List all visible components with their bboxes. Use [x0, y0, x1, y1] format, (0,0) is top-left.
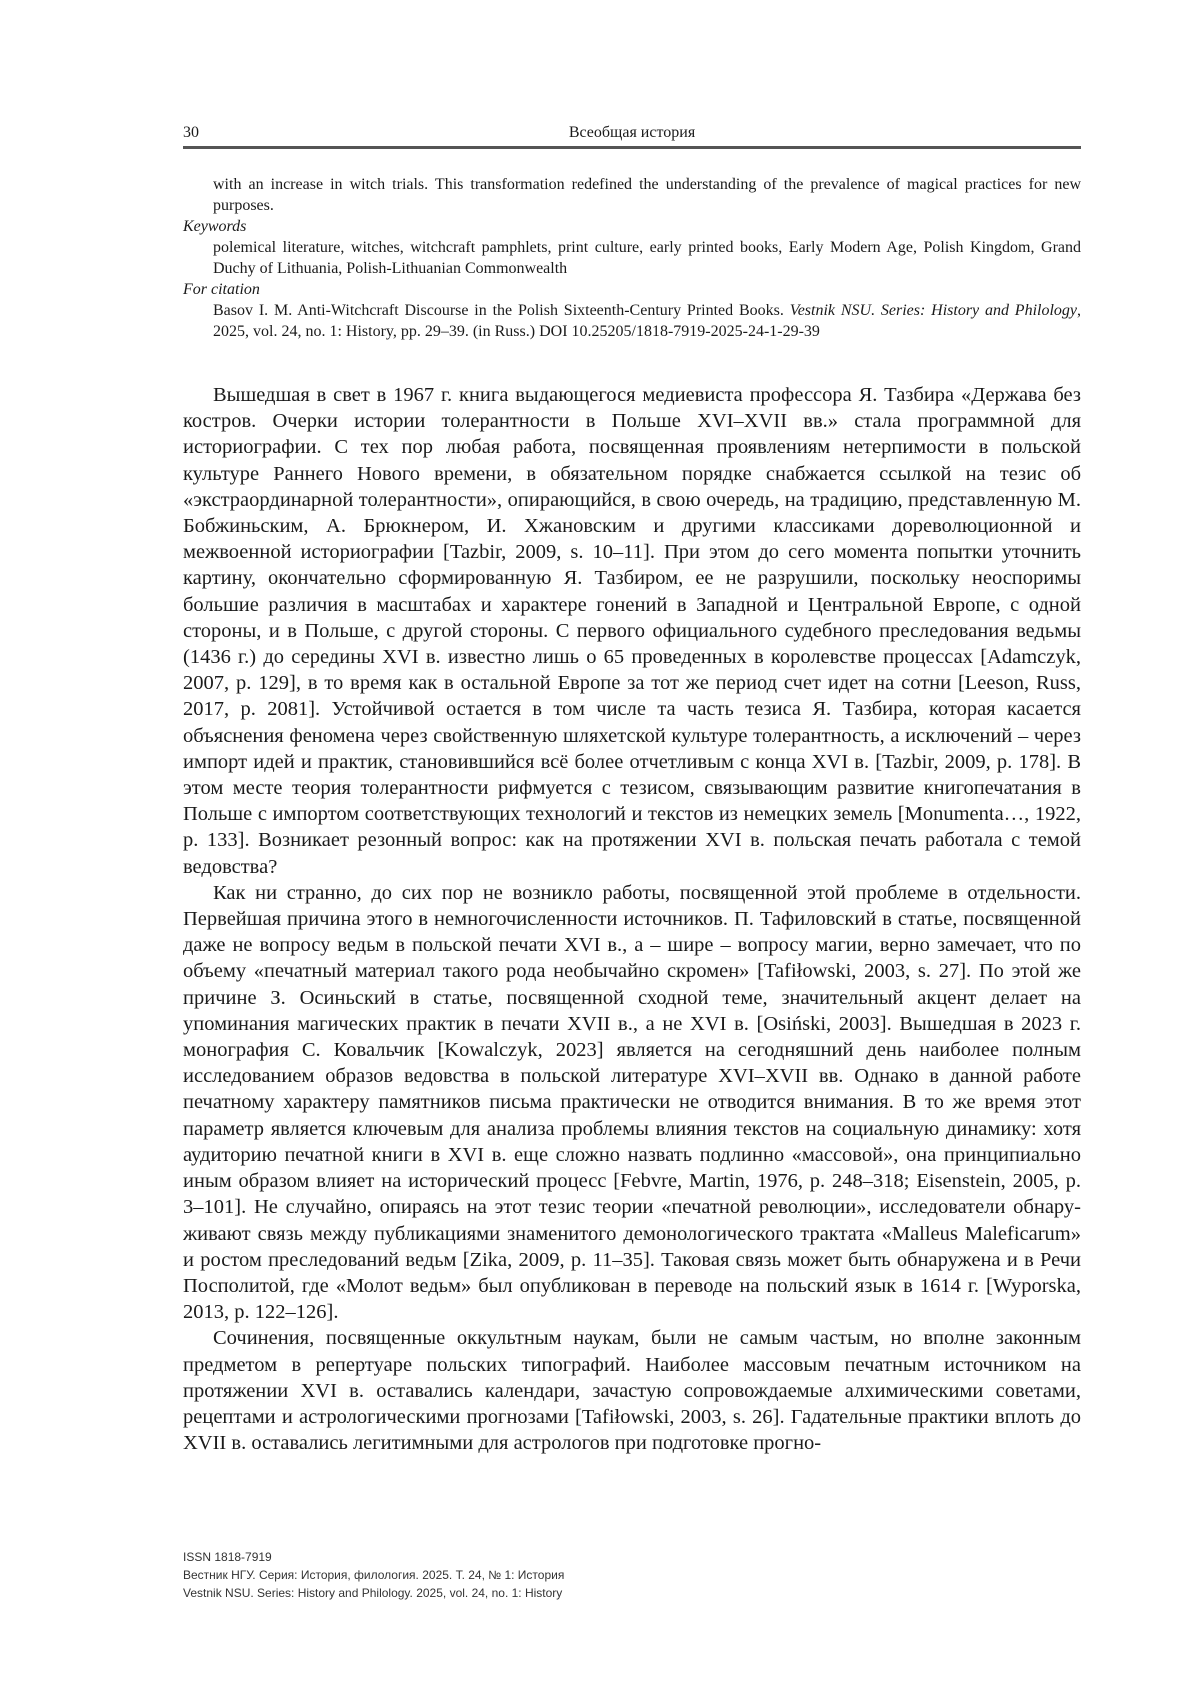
- citation-details: , 2025, vol. 24, no. 1: History, pp. 29–39. (in Russ.) DOI 10.25205/1818-7919-2025-24-1-29-39: [213, 302, 1082, 340]
- citation-author-title: Basov I. M. Anti-Witchcraft Discourse in the Polish Sixteenth-Century Printed Books.: [213, 302, 784, 319]
- running-header: [183, 122, 1081, 144]
- abstract-block: [183, 174, 1081, 342]
- footer-ru-citation: Вестник НГУ. Серия: История, филология. 2025. Т. 24, № 1: История: [183, 1568, 565, 1582]
- article-body: [183, 382, 1081, 1456]
- footer-issn: ISSN 1818-7919: [183, 1550, 272, 1564]
- keywords-text: polemical literature, witches, witchcraft pamphlets, print culture, early printed books, Early Modern Age, Polish Kingdom, Grand Duchy of Lithuania, Polish-Lithuanian Commonwealth: [213, 239, 1081, 277]
- page-footer: [183, 1548, 883, 1602]
- citation-text: [183, 300, 1081, 342]
- body-paragraph: Вышедшая в свет в 1967 г. книга выдающегося медиевиста профессора Я. Тазбира «Держава без костров. Очерки истории толерантности в Польше XVI–XVII вв.» стала программной для историографии. С тех пор любая работа, посвященная проявлениям нетерпимости в польской культуре Раннего Нового времени, в обязательном порядке снабжается ссылкой на тезис об «экстраординарной толерантности», опирающийся, в свою очередь, на традицию, представленную М. Бобжиньским, А. Брюкнером, И. Хжановским и другими классиками дореволюционной и межвоенной историографии [Tazbir, 2009, s. 10–11]. При этом до сего момента попытки уточнить картину, окончательно сформированную Я. Тазбиром, ее не разрушили, поскольку неоспоримы большие различия в масштабах и характере гонений в Западной и Центральной Европе, с одной стороны, и в Польше, с другой стороны. С первого официального судебного преследования ведьмы (1436 г.) до середины XVI в. известно лишь о 65 проведенных в королевстве процессах [Adamczyk, 2007, p. 129], в то время как в остальной Европе за тот же период счет идет на сотни [Leeson, Russ, 2017, p. 2081]. Устойчивой остается в том числе та часть тезиса Я. Тазбира, которая касается объяснения феномена через свойственную шляхетской культуре толерантность, а исключений – через импорт идей и практик, становившийся всё более отчетливым с конца XVI в. [Tazbir, 2009, p. 178]. В этом месте теория толерантности рифмуется с тезисом, связывающим развитие книгопечатания в Польше с импортом соответствующих технологий и текстов из немецких земель [Monumenta…, 1922, p. 133]. Возникает резонный вопрос: как на протяжении XVI в. польская печать работала с темой ведовства?: [183, 384, 1081, 878]
- body-paragraph: Сочинения, посвященные оккультным наукам, были не самым частым, но вполне законным предметом в репертуаре польских типографий. Наиболее массовым печатным источником на протяжении XVI в. оставались календари, зачастую сопровождаемые алхимическими советами, рецептами и астрологическими прогнозами [Tafiłowski, 2003, s. 26]. Гадательные практики вплоть до XVII в. оставались легитимными для астрологов при подготовке прогно-: [183, 1327, 1081, 1455]
- footer-en-citation: Vestnik NSU. Series: History and Philology. 2025, vol. 24, no. 1: History: [183, 1586, 563, 1600]
- citation-label: For citation: [183, 281, 260, 298]
- page-number: 30: [183, 124, 199, 141]
- section-title: Всеобщая история: [568, 124, 696, 141]
- header-rule: [183, 146, 1081, 149]
- keywords-label: Keywords: [183, 218, 247, 235]
- citation-journal: Vestnik NSU. Series: History and Philology: [789, 302, 1078, 319]
- abstract-continuation: with an increase in witch trials. This transformation redefined the understanding of the prevalence of magical practices for new purposes.: [213, 176, 1081, 214]
- body-paragraph: Как ни странно, до сих пор не возникло работы, посвященной этой проблеме в отдельности. Первейшая причина этого в немногочисленности источников. П. Тафиловский в статье, посвященной даже не вопросу ведьм в польской печати XVI в., а – шире – вопросу магии, верно замечает, что по объему «печатный материал такого рода необычайно скромен» [Tafiłowski, 2003, s. 27]. По этой же причине З. Осиньский в статье, посвященной сходной теме, значительный акцент делает на упоминания магических практик в печати XVII в., а не XVI в. [Osiński, 2003]. Вышедшая в 2023 г. монография С. Ковальчик [Kowalczyk, 2023] является на сегодняшний день наиболее полным исследованием образов ведовства в польской литературе XVI–XVII вв. Однако в данной работе печатному характеру памятников письма практически не отводится внимания. В то же время этот параметр является ключевым для анализа проблемы влияния текстов на социальную динамику: хотя аудиторию печатной книги в XVI в. еще сложно назвать подлинно «массовой», она принципиально иным образом влияет на исторический процесс [Febvre, Martin, 1976, p. 248–318; Eisenstein, 2005, p. 3–101]. Не случайно, опираясь на этот тезис теории «печатной революции», исследователи обнаруживают связь между публикациями знаменитого демонологического трактата «Malleus Maleficarum» и ростом преследований ведьм [Zika, 2009, p. 11–35]. Таковая связь может быть обнаружена и в Речи Посполитой, где «Молот ведьм» был опубликован в переводе на польский язык в 1614 г. [Wyporska, 2013, p. 122–126].: [183, 881, 1081, 1324]
